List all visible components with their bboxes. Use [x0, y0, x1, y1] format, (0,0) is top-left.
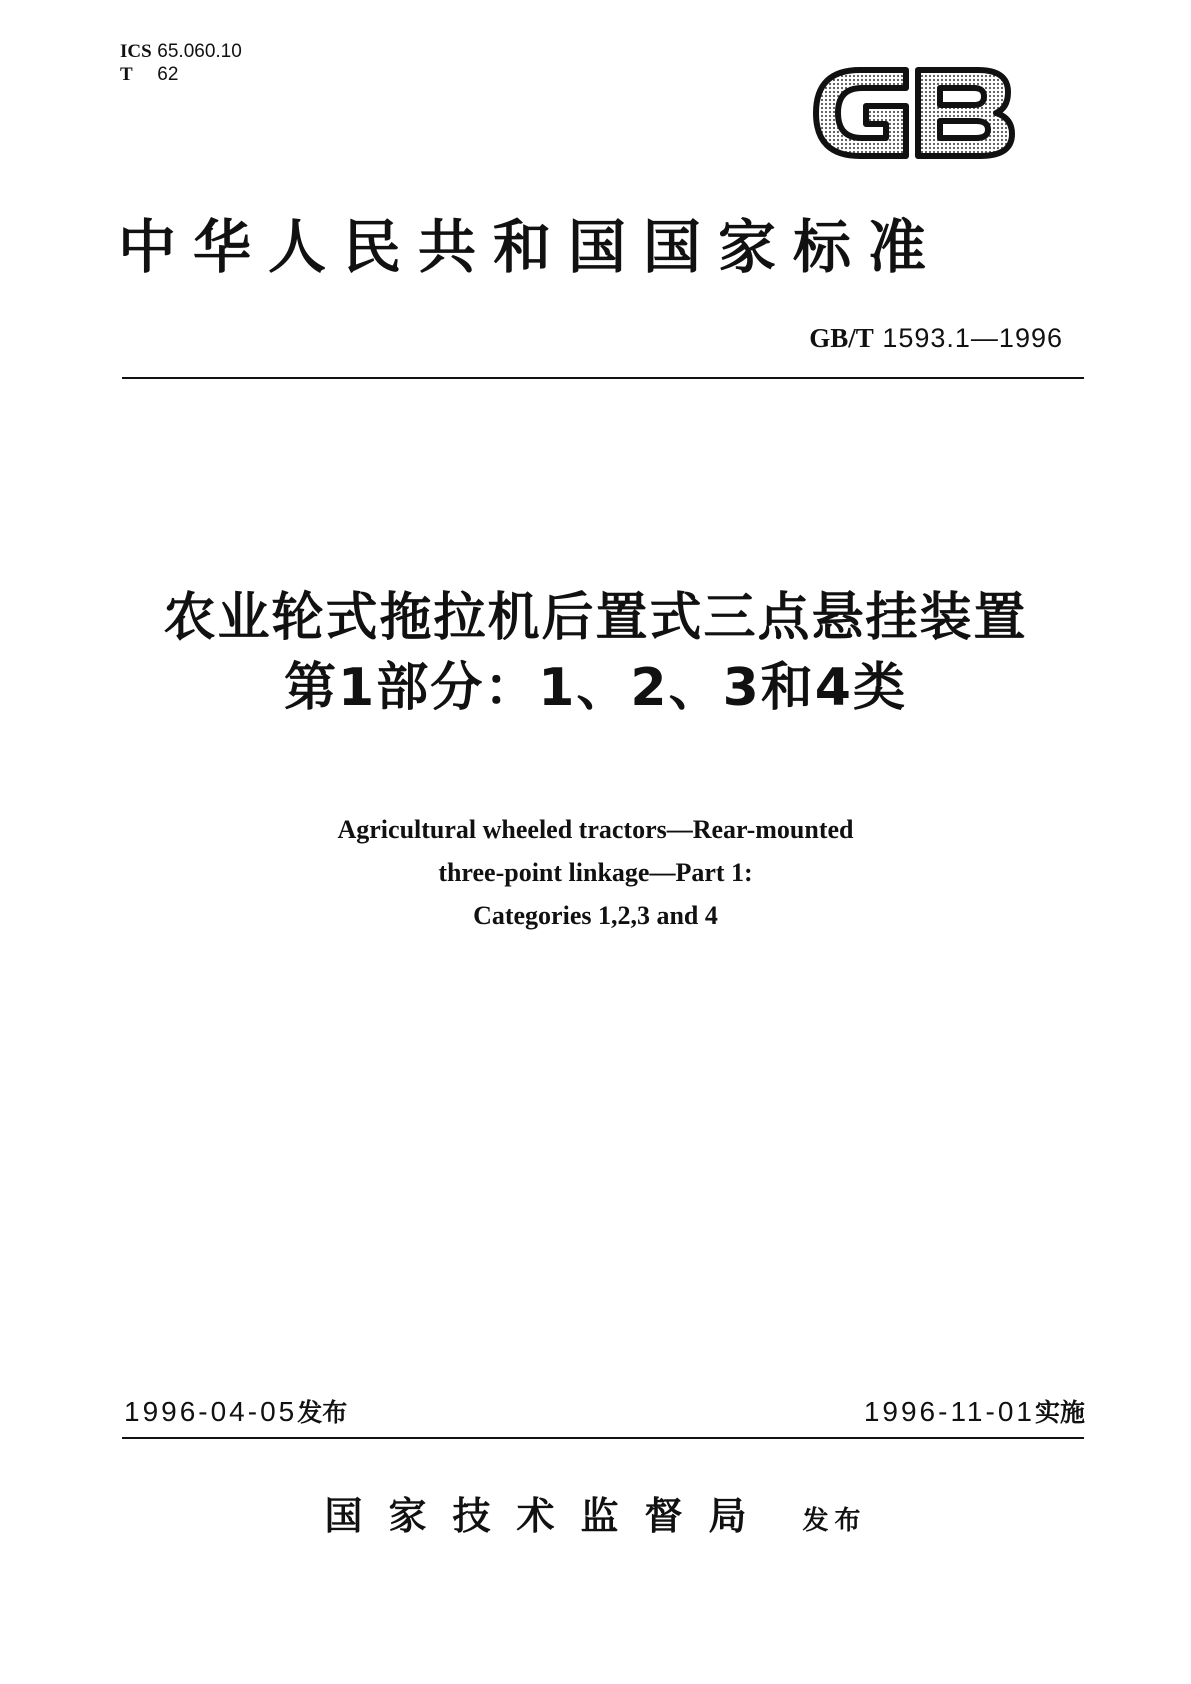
effective-date	[864, 1393, 1085, 1429]
ics-code	[120, 40, 242, 63]
issuing-authority	[0, 1485, 1191, 1540]
standard-number-value: 1593.1—1996	[882, 323, 1063, 353]
en-title	[0, 808, 1191, 937]
issuer-action: 发布	[802, 1506, 867, 1536]
ics-value: 65.060.10	[157, 41, 242, 62]
t-value: 62	[157, 64, 179, 85]
zh-title-line-1: 农业轮式拖拉机后置式三点悬挂装置	[163, 588, 1028, 648]
standard-number	[809, 323, 1063, 354]
header-divider	[122, 377, 1084, 379]
en-title-line-1: Agricultural wheeled tractors—Rear-mounted	[337, 815, 854, 844]
t-label: T	[120, 64, 133, 85]
gb-logo	[808, 58, 1018, 168]
standard-category-title: 中华人民共和国国家标准	[118, 213, 944, 281]
t-code	[120, 63, 242, 86]
standard-number-prefix: GB/T	[809, 323, 874, 353]
classification-codes	[120, 40, 242, 86]
issue-date	[124, 1393, 347, 1429]
en-title-line-3: Categories 1,2,3 and 4	[473, 901, 718, 930]
issue-date-value: 1996-04-05	[124, 1396, 298, 1427]
issuer-organization: 国家技术监督局	[324, 1494, 773, 1538]
zh-title-line-2: 第1部分：1、2、3和4类	[284, 658, 907, 718]
effective-date-label: 实施	[1034, 1398, 1085, 1427]
ics-label: ICS	[120, 41, 152, 62]
effective-date-value: 1996-11-01	[863, 1396, 1035, 1427]
issue-date-label: 发布	[297, 1398, 348, 1427]
en-title-line-2: three-point linkage—Part 1:	[438, 858, 753, 887]
footer-divider	[122, 1437, 1084, 1439]
